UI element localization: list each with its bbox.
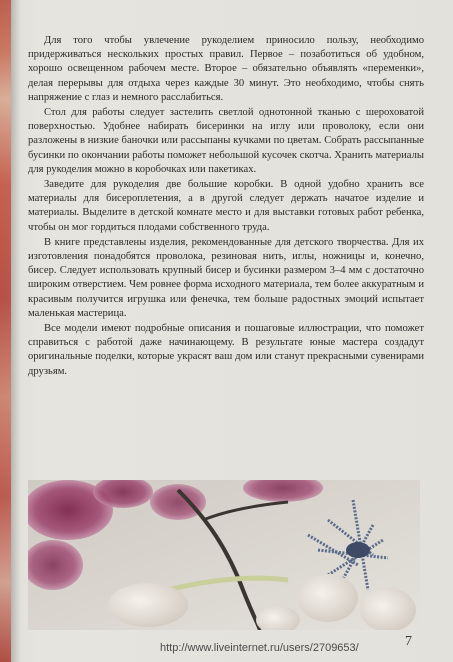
book-binding-edge xyxy=(0,0,11,662)
paragraph-4: В книге представлены изделия, рекомендованные для детского творчества. Для их изготовления понадобятся проволока, резиновая нить, иглы, ножницы и, конечно, бисер. Следует использовать крупный бисер и бусинки размером 3–4 мм с достаточно широким отверстием. Чем ровнее форма исходного материала, тем более аккуратным и красивым получится игрушка или фенечка, тем больше радостных эмоций испытает маленькая мастерица. xyxy=(28,236,424,319)
orchid-bud-right xyxy=(298,574,358,622)
orchid-bud-left xyxy=(108,583,188,627)
body-text xyxy=(28,34,424,380)
paragraph-3: Заведите для рукоделия две большие коробки. В одной удобно хранить все материалы для бисероплетения, а в другой следует держать начатое изделие и материалы. Выделите в детской комнате место и для выставки готовых работ ребенка, чтобы он мог гордиться плодами собственного труда. xyxy=(28,179,424,233)
paragraph-2: Стол для работы следует застелить светлой однотонной тканью с шероховатой поверхностью. Удобнее набирать бисеринки на иглу или проволоку, если они разложены в низкие баночки или рассыпаны кучками по цветам. Собрать рассыпанные бусинки по окончании работы поможет небольшой кусочек скотча. Хранить материалы для рукоделия можно в коробочках или пакетиках. xyxy=(28,107,424,175)
watermark-url: http://www.liveinternet.ru/users/2709653/ xyxy=(160,642,359,654)
paragraph-1: Для того чтобы увлечение рукоделием приносило пользу, необходимо придерживаться нескольких простых правил. Первое – позаботиться об удобном, хорошо освещенном рабочем месте. Второе – обязательно объявлять «переменки», делая перерывы для отдыха через каждые 30 минут. Это необходимо, чтобы снять напряжение с глаз и немного расслабиться. xyxy=(28,35,424,103)
page-number: 7 xyxy=(405,634,412,649)
dragonfly-body xyxy=(346,542,370,558)
paragraph-5: Все модели имеют подробные описания и пошаговые иллюстрации, что поможет справиться с работой даже начинающему. В результате юные мастера создадут оригинальные поделки, которые украсят ваш дом или станут прекрасными сувенирами друзьям. xyxy=(28,323,424,377)
binding-shadow xyxy=(11,0,21,662)
orchid-beadwork-photo xyxy=(28,480,420,630)
orchid-illustration xyxy=(28,480,420,630)
